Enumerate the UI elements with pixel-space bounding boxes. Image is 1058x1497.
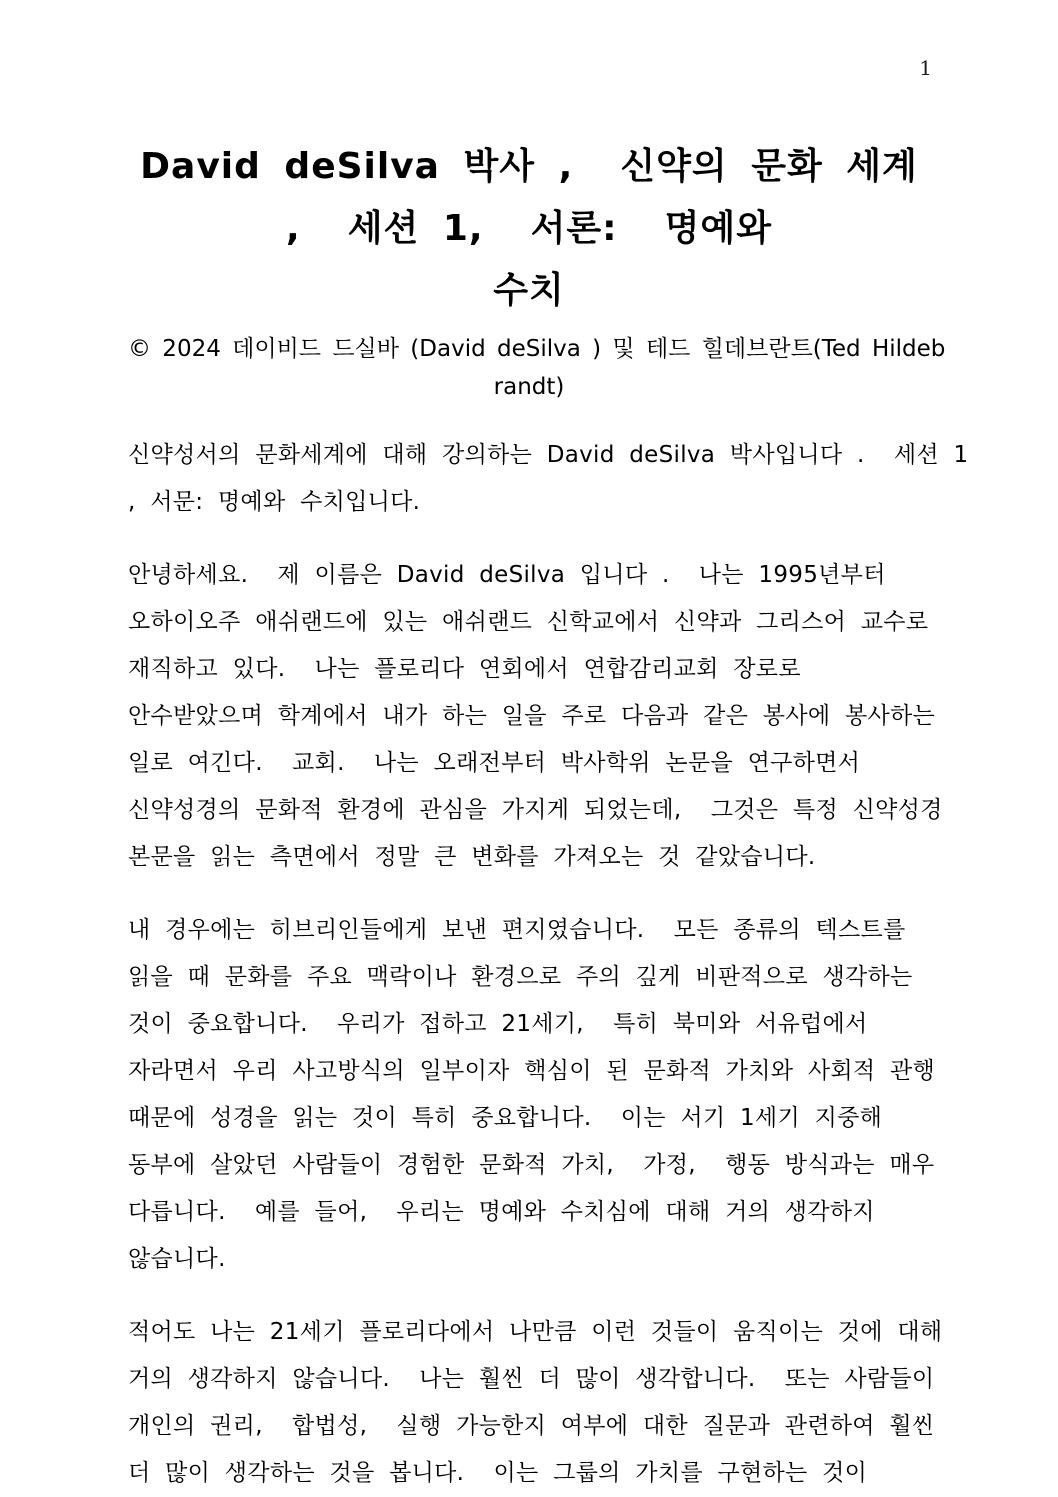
document-body	[128, 432, 969, 1497]
page-number: 1	[919, 56, 932, 80]
paragraph-cultural-context: 내 경우에는 히브리인들에게 보낸 편지였습니다. 모든 종류의 텍스트를 읽을 때 문화를 주요 맥락이나 환경으로 주의 깊게 비판적으로 생각하는 것이 중요합니다. 우리가 접하고 21세기, 특히 북미와 서유럽에서 자라면서 우리 사고방식의 일부이자 핵심이 된 문화적 가치와 사회적 관행 때문에 성경을 읽는 것이 특히 중요합니다. 이는 서기 1세기 지중해 동부에 살았던 사람들이 경험한 문화적 가치, 가정, 행동 방식과는 매우 다릅니다. 예를 들어, 우리는 명예와 수치심에 대해 거의 생각하지 않습니다.	[128, 917, 936, 1272]
paragraph-intro: 신약성서의 문화세계에 대해 강의하는 David deSilva 박사입니다 . 세션 1 , 서문: 명예와 수치입니다.	[128, 442, 969, 515]
copyright-notice: © 2024 데이비드 드실바 (David deSilva ) 및 테드 힐데브란트(Ted Hildeb randt)	[128, 336, 946, 400]
paragraph-biography: 안녕하세요. 제 이름은 David deSilva 입니다 . 나는 1995년부터 오하이오주 애쉬랜드에 있는 애쉬랜드 신학교에서 신약과 그리스어 교수로 재직하고 있다. 나는 플로리다 연회에서 연합감리교회 장로로 안수받았으며 학계에서 내가 하는 일을 주로 다음과 같은 봉사에 봉사하는 일로 여긴다. 교회. 나는 오래전부터 박사학위 논문을 연구하면서 신약성경의 문화적 환경에 관심을 가지게 되었는데, 그것은 특정 신약성경 본문을 읽는 측면에서 정말 큰 변화를 가져오는 것 같았습니다.	[128, 562, 943, 870]
paragraph-honor-shame: 적어도 나는 21세기 플로리다에서 나만큼 이런 것들이 움직이는 것에 대해 거의 생각하지 않습니다. 나는 훨씬 더 많이 생각합니다. 또는 사람들이 개인의 권리, 합법성, 실행 가능한지 여부에 대한 질문과 관련하여 훨씬 더 많이 생각하는 것을 봅니다. 이는 그룹의 가치를 구현하는 것이	[128, 1319, 943, 1486]
document-title: David deSilva 박사 , 신약의 문화 세계 , 세션 1, 서론: 명예와 수치	[140, 146, 918, 311]
